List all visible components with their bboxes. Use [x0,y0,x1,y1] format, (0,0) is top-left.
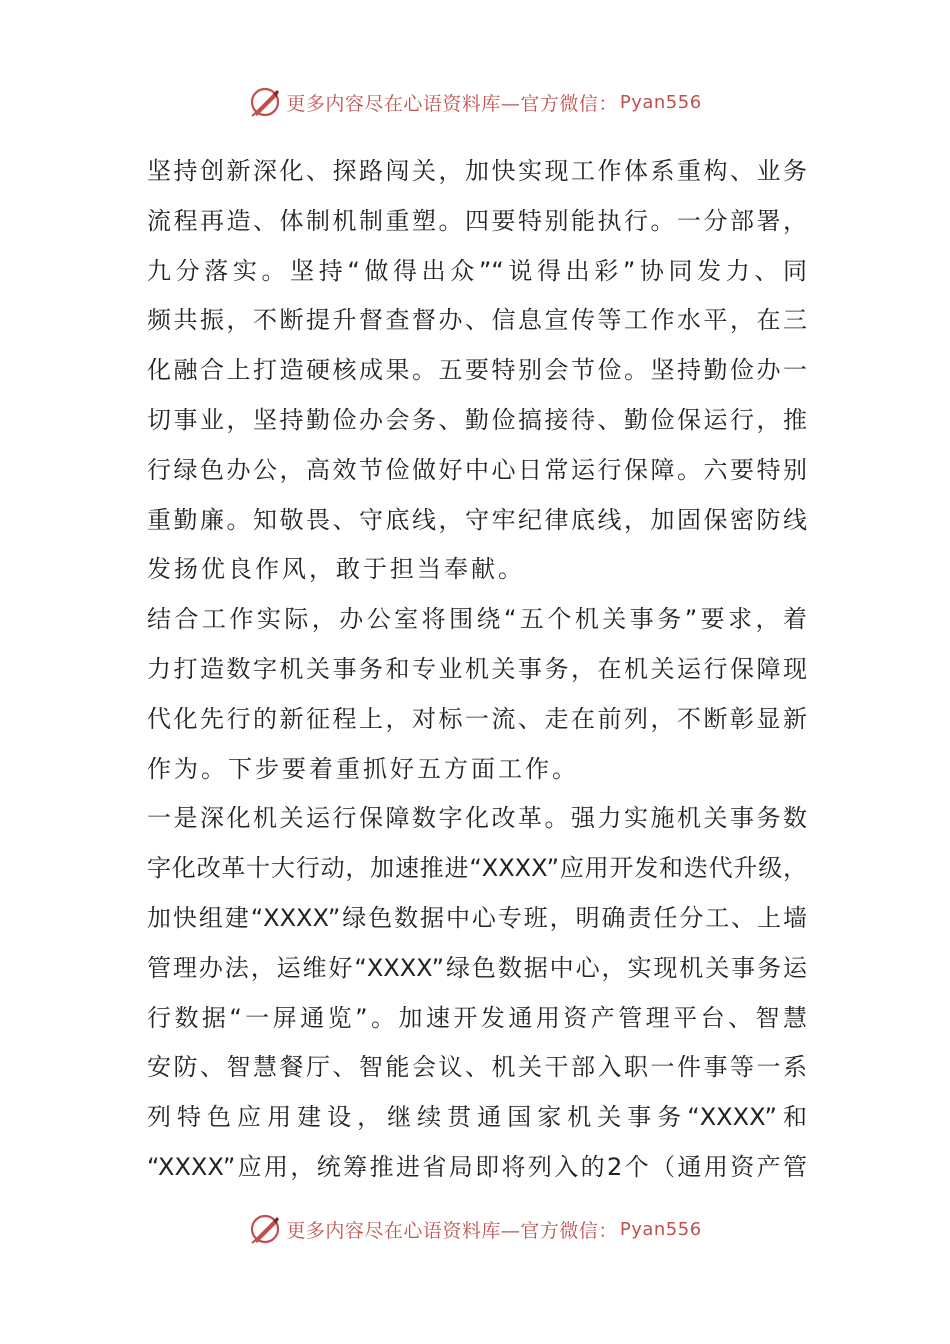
text-line: 管理办法，运维好“XXXX”绿色数据中心，实现机关事务运 [147,953,807,982]
text-line: 九分落实。坚持“做得出众”“说得出彩”协同发力、同 [147,256,807,285]
footer-wechat-id: Pyan556 [619,1218,702,1240]
text-line: 行数据“一屏通览”。加速开发通用资产管理平台、智慧 [147,1003,807,1032]
text-line: 频共振，不断提升督查督办、信息宣传等工作水平，在三 [147,306,807,335]
text-line: 发扬优良作风，敢于担当奉献。 [147,555,525,584]
text-line: 代化先行的新征程上，对标一流、走在前列，不断彰显新 [147,704,807,733]
header-banner-text: 更多内容尽在心语资料库—官方微信： [286,92,618,115]
pen-circle-logo-icon [248,1212,282,1246]
text-line: 列特色应用建设，继续贯通国家机关事务“XXXX”和 [147,1103,807,1132]
text-line: 坚持创新深化、探路闯关，加快实现工作体系重构、业务 [147,157,807,185]
text-line: 安防、智慧餐厅、智能会议、机关干部入职一件事等一系 [147,1053,807,1082]
text-line: 力打造数字机关事务和专业机关事务，在机关运行保障现 [147,654,807,683]
text-line: 作为。下步要着重抓好五方面工作。 [147,754,579,783]
text-line: 一是深化机关运行保障数字化改革。强力实施机关事务数 [147,804,807,833]
body-text [147,147,807,1193]
text-line: 化融合上打造硬核成果。五要特别会节俭。坚持勤俭办一 [147,356,807,385]
text-line: 流程再造、体制机制重塑。四要特别能执行。一分部署， [147,206,807,235]
footer-banner [0,1211,950,1247]
text-line: 行绿色办公，高效节俭做好中心日常运行保障。六要特别 [147,455,807,484]
header-wechat-id: Pyan556 [619,91,702,113]
text-line: 切事业，坚持勤俭办会务、勤俭搞接待、勤俭保运行，推 [147,405,807,434]
text-line: 结合工作实际，办公室将围绕“五个机关事务”要求，着 [147,605,807,634]
pen-circle-logo-icon [248,85,282,119]
footer-banner-text: 更多内容尽在心语资料库—官方微信： [286,1219,618,1242]
text-line: 重勤廉。知敬畏、守底线，守牢纪律底线，加固保密防线 [147,505,807,534]
header-banner [0,84,950,120]
text-line: “XXXX”应用，统筹推进省局即将列入的2个（通用资产管 [147,1152,807,1181]
text-line: 加快组建“XXXX”绿色数据中心专班，明确责任分工、上墙 [147,903,807,932]
text-line: 字化改革十大行动，加速推进“XXXX”应用开发和迭代升级， [147,854,807,883]
